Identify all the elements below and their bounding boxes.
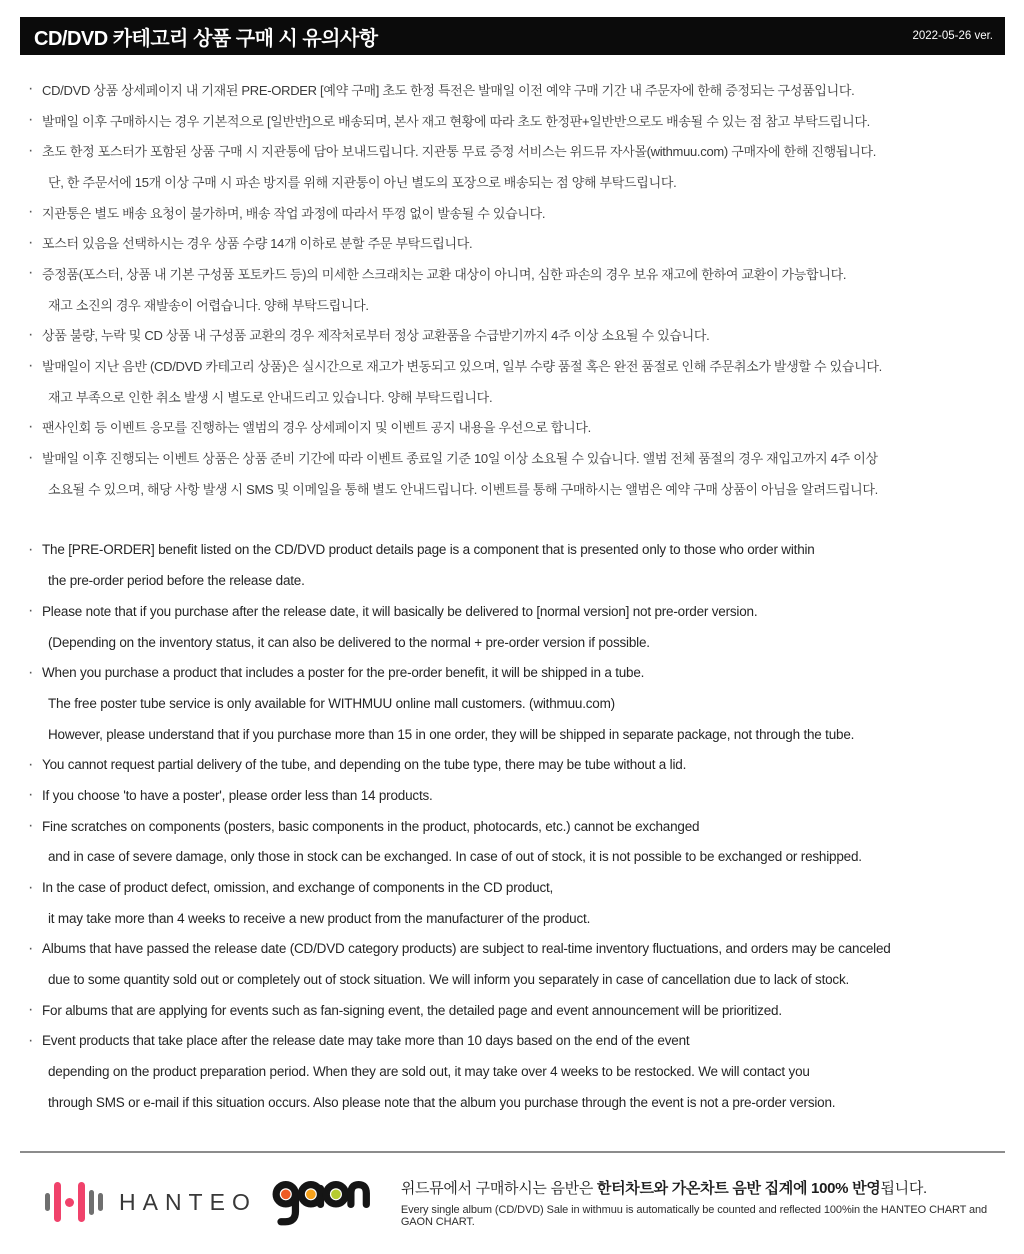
- bullet-icon: ·: [28, 939, 34, 957]
- note-text: 재고 부족으로 인한 취소 발생 시 별도로 안내드리고 있습니다. 양해 부탁드립니다.: [48, 389, 493, 405]
- korean-notes-section: [28, 74, 1006, 504]
- gaon-g-dot: [281, 1189, 291, 1199]
- note-continuation-line: [28, 473, 1006, 504]
- note-text: 발매일이 지난 음반 (CD/DVD 카테고리 상품)은 실시간으로 재고가 변동되고 있으며, 일부 수량 품절 혹은 완전 품절로 인해 주문취소가 발생할 수 있습니다.: [42, 359, 882, 375]
- bullet-icon: ·: [28, 1031, 34, 1049]
- note-item: [28, 412, 1006, 443]
- note-text: 재고 소진의 경우 재발송이 어렵습니다. 양해 부탁드립니다.: [48, 297, 369, 313]
- note-continuation-line: [28, 903, 1006, 934]
- note-text: 상품 불량, 누락 및 CD 상품 내 구성품 교환의 경우 제작처로부터 정상 교환품을 수급받기까지 4주 이상 소요될 수 있습니다.: [42, 328, 710, 344]
- note-continuation-line: [28, 842, 1006, 873]
- note-item: [28, 596, 1006, 627]
- note-text: (Depending on the inventory status, it can also be delivered to the normal + pre-order version if possible.: [48, 634, 650, 650]
- note-continuation-line: [28, 166, 1006, 197]
- gaon-logo: [271, 1175, 371, 1229]
- note-text: it may take more than 4 weeks to receive a new product from the manufacturer of the product.: [48, 910, 591, 926]
- note-item: [28, 197, 1006, 228]
- note-item: [28, 657, 1006, 688]
- note-text: 증정품(포스터, 상품 내 기본 구성품 포토카드 등)의 미세한 스크래치는 교환 대상이 아니며, 심한 파손의 경우 보유 재고에 한하여 교환이 가능합니다.: [42, 266, 847, 282]
- note-text: In the case of product defect, omission, and exchange of components in the CD product,: [42, 880, 554, 896]
- eq-bar: [45, 1193, 50, 1211]
- note-text: 소요될 수 있으며, 해당 사항 발생 시 SMS 및 이메일을 통해 별도 안내드립니다. 이벤트를 통해 구매하시는 앨범은 예약 구매 상품이 아님을 알려드립니다.: [48, 481, 878, 497]
- note-item: [28, 749, 1006, 780]
- note-item: [28, 320, 1006, 351]
- note-item: [28, 74, 1006, 105]
- note-item: [28, 350, 1006, 381]
- bullet-icon: ·: [28, 141, 34, 159]
- note-continuation-line: [28, 565, 1006, 596]
- note-item: [28, 780, 1006, 811]
- note-text: CD/DVD 상품 상세페이지 내 기재된 PRE-ORDER [예약 구매] 초도 한정 특전은 발매일 이전 예약 구매 기간 내 주문자에 한해 증정되는 구성품입니다.: [42, 82, 855, 98]
- eq-dot: [65, 1198, 74, 1207]
- version-label: 2022-05-26 ver.: [912, 30, 993, 42]
- hanteo-wordmark: HANTEO: [119, 1188, 257, 1215]
- bullet-icon: ·: [28, 878, 34, 896]
- footer: [45, 1168, 1004, 1236]
- note-continuation-line: [28, 688, 1006, 719]
- note-text: 지관통은 별도 배송 요청이 불가하며, 배송 작업 과정에 따라서 뚜껑 없이 발송될 수 있습니다.: [42, 205, 546, 221]
- notice-header: [20, 17, 1005, 55]
- note-text: However, please understand that if you purchase more than 15 in one order, they will be shipped in separate package, not through the tube.: [48, 726, 855, 742]
- note-item: [28, 1026, 1006, 1057]
- note-text: 발매일 이후 진행되는 이벤트 상품은 상품 준비 기간에 따라 이벤트 종료일 기준 10일 이상 소요될 수 있습니다. 앨범 전체 품절의 경우 재입고까지 4주 이상: [42, 451, 878, 467]
- note-text: through SMS or e-mail if this situation occurs. Also please note that the album you purchase through the event is not a pre-order version.: [48, 1094, 836, 1110]
- note-text: You cannot request partial delivery of the tube, and depending on the tube type, there may be tube without a lid.: [42, 757, 687, 773]
- note-continuation-line: [28, 627, 1006, 658]
- bullet-icon: ·: [28, 111, 34, 129]
- bullet-icon: ·: [28, 233, 34, 251]
- chart-notice-text: [401, 1177, 1004, 1228]
- chart-notice-korean-suffix: 됩니다.: [880, 1179, 927, 1197]
- note-text: 단, 한 주문서에 15개 이상 구매 시 파손 방지를 위해 지관통이 아닌 별도의 포장으로 배송되는 점 양해 부탁드립니다.: [48, 174, 677, 190]
- note-item: [28, 258, 1006, 289]
- gaon-o-dot: [331, 1189, 341, 1199]
- note-continuation-line: [28, 964, 1006, 995]
- bullet-icon: ·: [28, 448, 34, 466]
- bullet-icon: ·: [28, 80, 34, 98]
- note-continuation-line: [28, 381, 1006, 412]
- note-item: [28, 135, 1006, 166]
- gaon-a-dot: [306, 1189, 316, 1199]
- bullet-icon: ·: [28, 602, 34, 620]
- bullet-icon: ·: [28, 203, 34, 221]
- bullet-icon: ·: [28, 356, 34, 374]
- note-text: depending on the product preparation period. When they are sold out, it may take over 4 weeks to be restocked. We will contact you: [48, 1064, 810, 1080]
- note-item: [28, 105, 1006, 136]
- bullet-icon: ·: [28, 755, 34, 773]
- note-text: For albums that are applying for events such as fan-signing event, the detailed page and event announcement will be prioritized.: [42, 1002, 782, 1018]
- note-text: The [PRE-ORDER] benefit listed on the CD/DVD product details page is a component that is presented only to those who order within: [42, 542, 815, 558]
- note-text: When you purchase a product that includes a poster for the pre-order benefit, it will be shipped in a tube.: [42, 665, 645, 681]
- bullet-icon: ·: [28, 417, 34, 435]
- page-title: CD/DVD 카테고리 상품 구매 시 유의사항: [34, 27, 378, 50]
- note-text: due to some quantity sold out or completely out of stock situation. We will inform you separately in case of cancellation due to lack of stock.: [48, 972, 850, 988]
- chart-notice-english: Every single album (CD/DVD) Sale in withmuu is automatically be counted and reflected 100%in the HANTEO CHART and GAON CHART.: [400, 1203, 988, 1228]
- chart-notice-korean: [401, 1177, 1004, 1198]
- eq-bar: [78, 1182, 85, 1222]
- note-item: [28, 442, 1006, 473]
- hanteo-logo: [45, 1180, 257, 1224]
- note-text: Albums that have passed the release date (CD/DVD category products) are subject to real-time inventory fluctuations, and orders may be canceled: [42, 941, 891, 957]
- note-continuation-line: [28, 719, 1006, 750]
- note-text: Event products that take place after the release date may take more than 10 days based on the end of the event: [42, 1033, 690, 1049]
- note-text: 초도 한정 포스터가 포함된 상품 구매 시 지관통에 담아 보내드립니다. 지관통 무료 증정 서비스는 위드뮤 자사몰(withmuu.com) 구매자에 한해 진행됩니다.: [42, 144, 877, 160]
- bullet-icon: ·: [28, 786, 34, 804]
- note-item: [28, 227, 1006, 258]
- bullet-icon: ·: [28, 540, 34, 558]
- note-text: and in case of severe damage, only those in stock can be exchanged. In case of out of stock, it is not possible to be exchanged or reshipped.: [48, 849, 862, 865]
- note-text: 포스터 있음을 선택하시는 경우 상품 수량 14개 이하로 분할 주문 부탁드립니다.: [42, 236, 473, 252]
- bullet-icon: ·: [28, 663, 34, 681]
- bullet-icon: ·: [28, 1001, 34, 1019]
- note-text: 팬사인회 등 이벤트 응모를 진행하는 앨범의 경우 상세페이지 및 이벤트 공지 내용을 우선으로 합니다.: [42, 420, 591, 436]
- eq-bar: [98, 1193, 103, 1211]
- note-continuation-line: [28, 1056, 1006, 1087]
- note-continuation-line: [28, 289, 1006, 320]
- eq-bar: [54, 1182, 61, 1222]
- note-text: 발매일 이후 구매하시는 경우 기본적으로 [일반반]으로 배송되며, 본사 재고 현황에 따라 초도 한정판+일반반으로도 배송될 수 있는 점 참고 부탁드립니다.: [42, 113, 870, 129]
- english-notes-section: [28, 535, 1006, 1118]
- note-item: [28, 995, 1006, 1026]
- note-item: [28, 535, 1006, 566]
- note-item: [28, 811, 1006, 842]
- hanteo-equalizer-icon: [45, 1180, 103, 1224]
- bullet-icon: ·: [28, 325, 34, 343]
- note-text: the pre-order period before the release date.: [48, 573, 305, 589]
- bullet-icon: ·: [28, 264, 34, 282]
- notice-body: [28, 74, 1006, 1118]
- gaon-logo-icon: [271, 1175, 371, 1229]
- note-item: [28, 872, 1006, 903]
- note-text: Please note that if you purchase after the release date, it will basically be delivered to [normal version] not pre-order version.: [42, 603, 758, 619]
- note-continuation-line: [28, 1087, 1006, 1118]
- chart-notice-korean-bold: 한터차트와 가온차트 음반 집계에 100% 반영: [596, 1179, 881, 1197]
- bullet-icon: ·: [28, 817, 34, 835]
- eq-bar: [89, 1190, 94, 1215]
- chart-notice-korean-prefix: 위드뮤에서 구매하시는 음반은: [400, 1179, 597, 1197]
- footer-divider: [20, 1151, 1005, 1153]
- note-text: Fine scratches on components (posters, basic components in the product, photocards, etc.) cannot be exchanged: [42, 818, 700, 834]
- note-text: If you choose 'to have a poster', please order less than 14 products.: [42, 787, 433, 803]
- note-item: [28, 934, 1006, 965]
- note-text: The free poster tube service is only available for WITHMUU online mall customers. (withmuu.com): [48, 695, 615, 711]
